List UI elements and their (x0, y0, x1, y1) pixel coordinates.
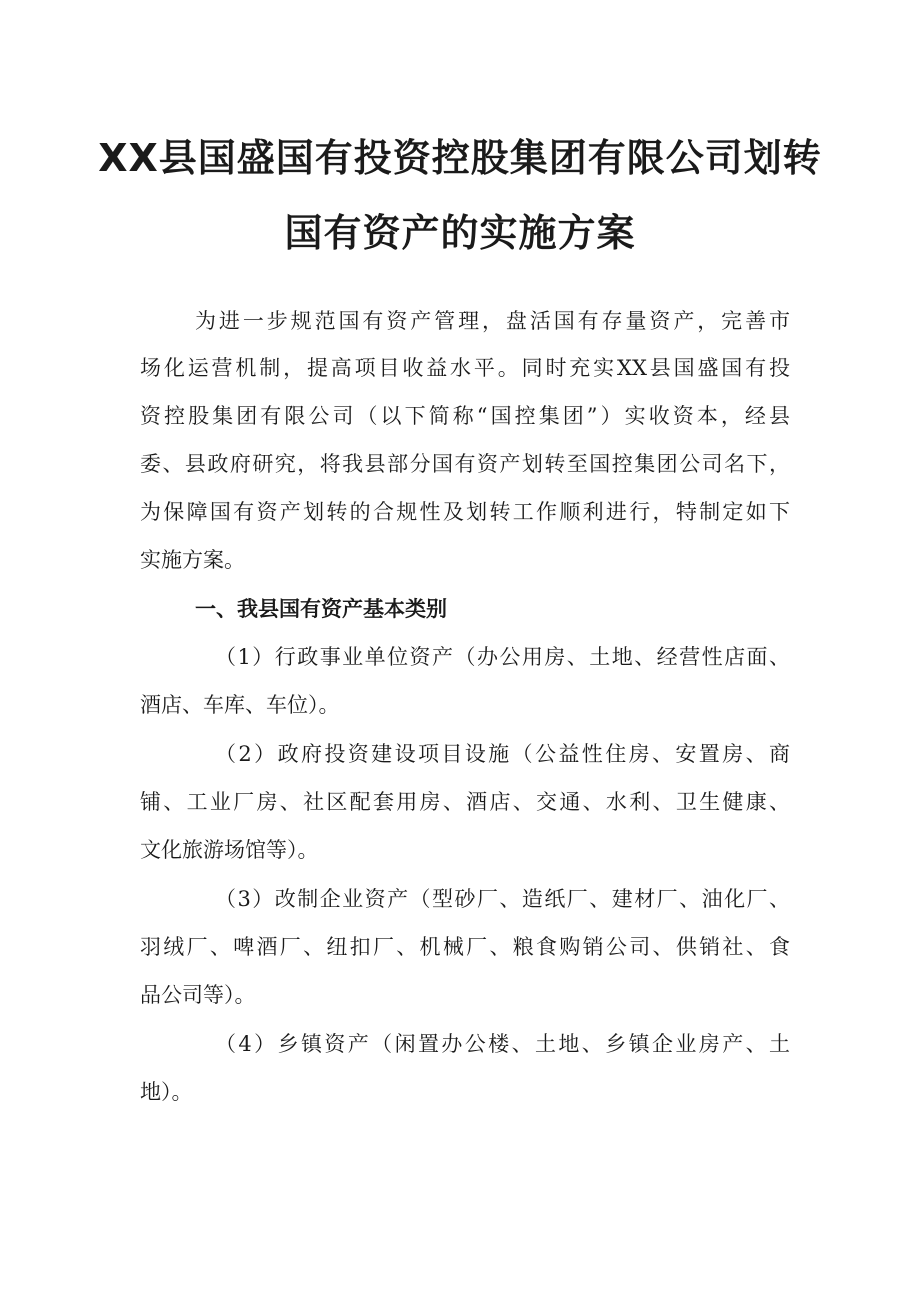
intro-line: 委、县政府研究，将我县部分国有资产划转至国控集团公司名下， (140, 452, 790, 476)
list-item-line: 羽绒厂、啤酒厂、纽扣厂、机械厂、粮食购销公司、供销社、食 (140, 935, 790, 959)
list-item-line: （2）政府投资建设项目设施（公益性住房、安置房、商 (215, 742, 790, 766)
intro-line: 资控股集团有限公司（以下简称“国控集团”）实收资本，经县 (140, 404, 790, 428)
document-title-line-1: XX县国盛国有投资控股集团有限公司划转 (98, 136, 822, 180)
intro-line: 实施方案。 (140, 548, 245, 572)
list-item-line: 酒店、车库、车位）。 (140, 693, 340, 717)
list-item-line: （4）乡镇资产（闲置办公楼、土地、乡镇企业房产、土 (215, 1032, 790, 1056)
intro-line: 为保障国有资产划转的合规性及划转工作顺利进行，特制定如下 (140, 500, 790, 524)
list-item-line: 地）。 (140, 1080, 193, 1104)
intro-line: 场化运营机制，提高项目收益水平。同时充实XX县国盛国有投 (140, 356, 790, 380)
list-item-line: 品公司等）。 (140, 983, 256, 1007)
list-item-line: 文化旅游场馆等）。 (140, 838, 319, 862)
intro-line: 为进一步规范国有资产管理，盘活国有存量资产，完善市 (195, 309, 790, 333)
list-item-line: 铺、工业厂房、社区配套用房、酒店、交通、水利、卫生健康、 (140, 790, 790, 814)
list-item-line: （3）改制企业资产（型砂厂、造纸厂、建材厂、油化厂、 (215, 887, 790, 911)
list-item-line: （1）行政事业单位资产（办公用房、土地、经营性店面、 (215, 645, 790, 669)
section-heading: 一、我县国有资产基本类别 (195, 597, 447, 621)
document-title-line-2: 国有资产的实施方案 (284, 211, 636, 255)
